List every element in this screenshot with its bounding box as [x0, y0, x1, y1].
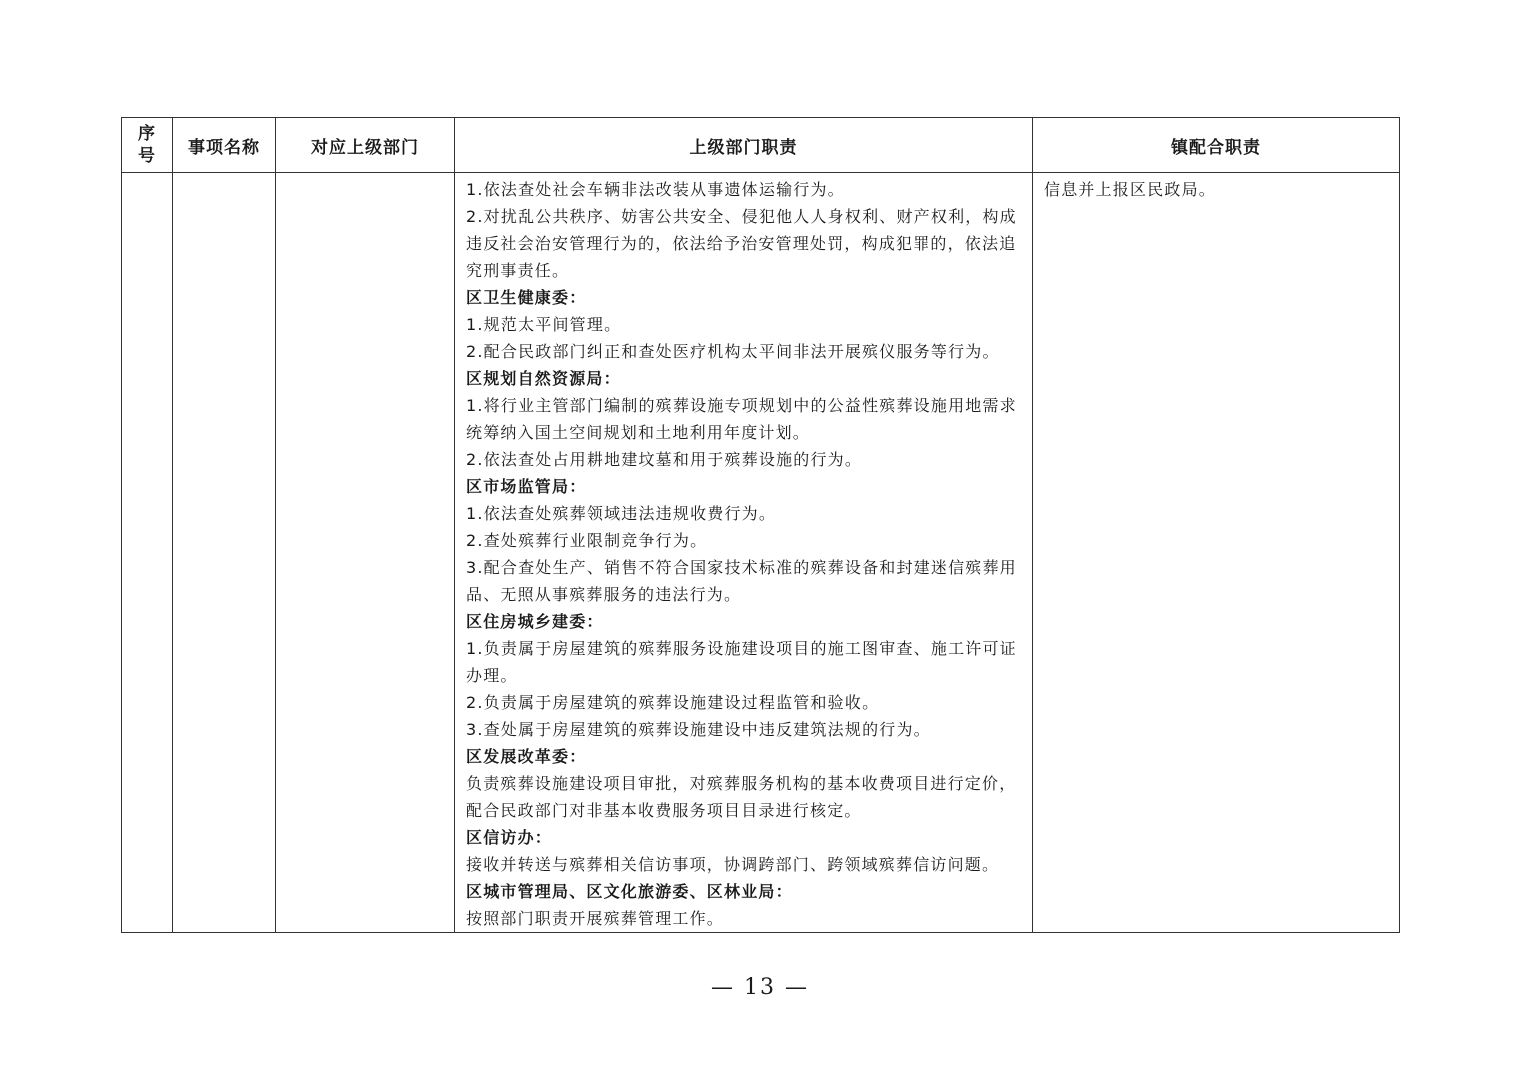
header-superior-duty: 上级部门职责: [455, 118, 1033, 173]
town-duty-text: 信息并上报区民政局。: [1044, 180, 1217, 199]
duty-line: 1.将行业主管部门编制的殡葬设施专项规划中的公益性殡葬设施用地需求统筹纳入国土空间规划和土地利用年度计划。: [466, 396, 1017, 442]
dept-heading: 区规划自然资源局：: [466, 369, 621, 388]
duty-line: 1.负责属于房屋建筑的殡葬服务设施建设项目的施工图审查、施工许可证办理。: [466, 639, 1017, 685]
duty-line: 2.查处殡葬行业限制竞争行为。: [466, 531, 708, 550]
duty-line: 2.负责属于房屋建筑的殡葬设施建设过程监管和验收。: [466, 693, 880, 712]
header-superior-dept: 对应上级部门: [276, 118, 455, 173]
cell-seq: [122, 173, 173, 933]
duty-line: 3.查处属于房屋建筑的殡葬设施建设中违反建筑法规的行为。: [466, 720, 931, 739]
dept-heading: 区发展改革委：: [466, 747, 587, 766]
header-seq: [122, 118, 173, 173]
cell-superior-duty: [455, 173, 1033, 933]
header-town-duty: 镇配合职责: [1033, 118, 1400, 173]
duty-line: 1.依法查处社会车辆非法改装从事遗体运输行为。: [466, 180, 845, 199]
duty-line: 1.规范太平间管理。: [466, 315, 622, 334]
cell-superior-dept: [276, 173, 455, 933]
duty-line: 2.配合民政部门纠正和查处医疗机构太平间非法开展殡仪服务等行为。: [466, 342, 1000, 361]
duty-table: [121, 117, 1400, 933]
table-row: [122, 173, 1400, 933]
header-seq-label: 序号: [138, 124, 156, 166]
dept-heading: 区住房城乡建委：: [466, 612, 604, 631]
dept-heading: 区卫生健康委：: [466, 288, 587, 307]
duty-line: 负责殡葬设施建设项目审批，对殡葬服务机构的基本收费项目进行定价，配合民政部门对非基本收费服务项目目录进行核定。: [466, 774, 1017, 820]
page-number: — 13 —: [711, 975, 809, 1000]
cell-town-duty: [1033, 173, 1400, 933]
duty-line: 2.对扰乱公共秩序、妨害公共安全、侵犯他人人身权利、财产权利，构成违反社会治安管理行为的，依法给予治安管理处罚，构成犯罪的，依法追究刑事责任。: [466, 207, 1017, 280]
cell-item-name: [173, 173, 276, 933]
dept-heading: 区信访办：: [466, 828, 553, 847]
duty-line: 1.依法查处殡葬领域违法违规收费行为。: [466, 504, 777, 523]
header-item-name: 事项名称: [173, 118, 276, 173]
dept-heading: 区市场监管局：: [466, 477, 587, 496]
duty-list: [455, 173, 1032, 932]
dept-heading: 区城市管理局、区文化旅游委、区林业局：: [466, 882, 793, 901]
duty-line: 按照部门职责开展殡葬管理工作。: [466, 909, 725, 928]
table-header-row: [122, 118, 1400, 173]
duty-line: 3.配合查处生产、销售不符合国家技术标准的殡葬设备和封建迷信殡葬用品、无照从事殡葬服务的违法行为。: [466, 558, 1017, 604]
duty-line: 2.依法查处占用耕地建坟墓和用于殡葬设施的行为。: [466, 450, 863, 469]
duty-line: 接收并转送与殡葬相关信访事项，协调跨部门、跨领域殡葬信访问题。: [466, 855, 1000, 874]
